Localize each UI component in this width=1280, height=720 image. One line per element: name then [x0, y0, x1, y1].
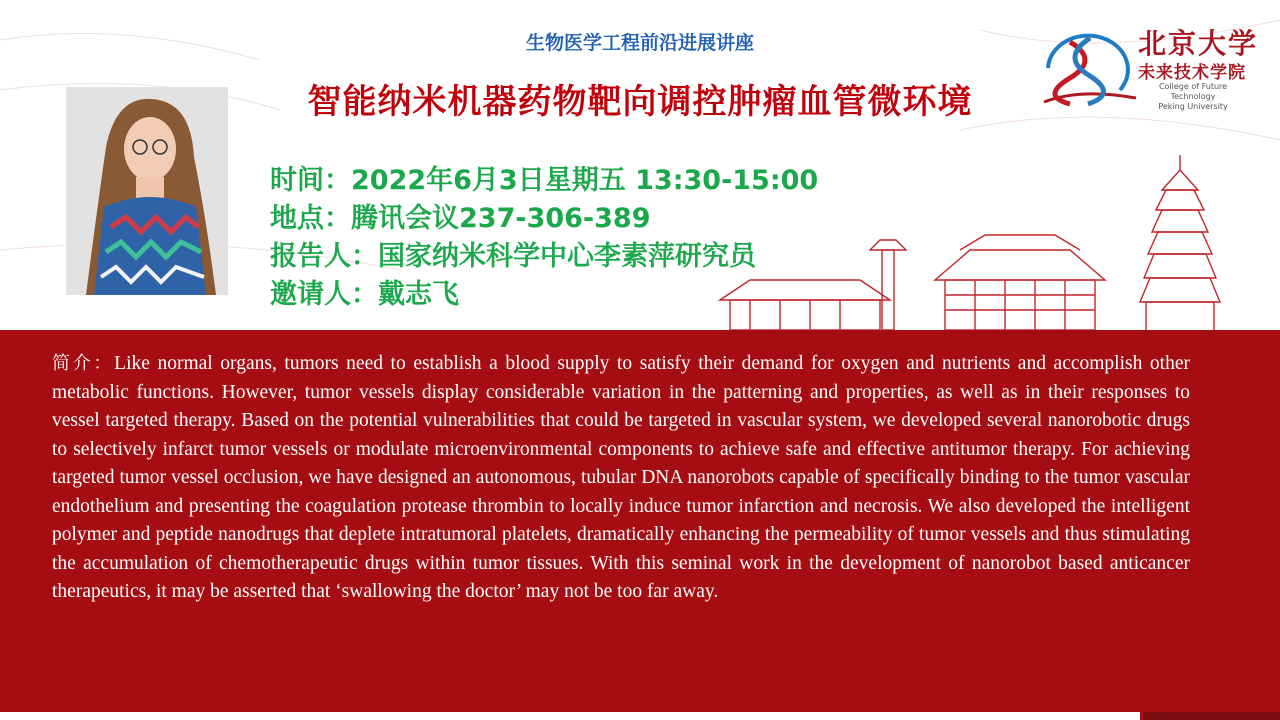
college-english-name: College of Future Technology Peking University: [1158, 82, 1228, 111]
lecture-series-title: 生物医学工程前沿进展讲座: [525, 32, 754, 54]
footer-divider: [0, 712, 1140, 720]
event-place: 地点：腾讯会议237-306-389: [270, 203, 651, 234]
event-time: 时间：2022年6月3日星期五 13:30-15:00: [270, 165, 819, 196]
college-name: 未来技术学院: [1138, 63, 1246, 83]
abstract-text: [52, 350, 1190, 607]
speaker-photo: [66, 87, 228, 295]
event-host: 邀请人：戴志飞: [270, 279, 459, 310]
event-speaker: 报告人：国家纳米科学中心李素萍研究员: [270, 241, 756, 272]
page-title: 智能纳米机器药物靶向调控肿瘤血管微环境: [307, 82, 973, 122]
footer-accent: [1143, 712, 1280, 720]
abstract-label: 简介：: [52, 353, 115, 374]
pku-logo-text: 北京大学: [1138, 27, 1259, 60]
abstract-body: Like normal organs, tumors need to establish a blood supply to satisfy their demand for oxygen and nutrients and accomplish other metabolic functions. However, tumor vessels display considerable variation in the patterning and properties, as well as in their responses to vessel targeted therapy. Based on the potential vulnerabilities that could be targeted in vascular system, we developed several nanorobotic drugs to selectively infarct tumor vessels or modulate microenvironmental components to achieve safe and effective antitumor therapy. For achieving targeted tumor vessel occlusion, we have designed an autonomous, tubular DNA nanorobots capable of specifically binding to the tumor vascular endothelium and presenting the coagulation protease thrombin to locally induce tumor infarction and necrosis. We also developed the intelligent polymer and peptide nanodrugs that deplete intratumoral platelets, dramatically enhancing the permeability of tumor vessels and thus stimulating the accumulation of chemotherapeutic drugs within tumor tissues. With this seminal work in the development of nanorobot based anticancer therapeutics, it may be asserted that ‘swallowing the doctor’ may not be too far away.: [52, 353, 1191, 602]
